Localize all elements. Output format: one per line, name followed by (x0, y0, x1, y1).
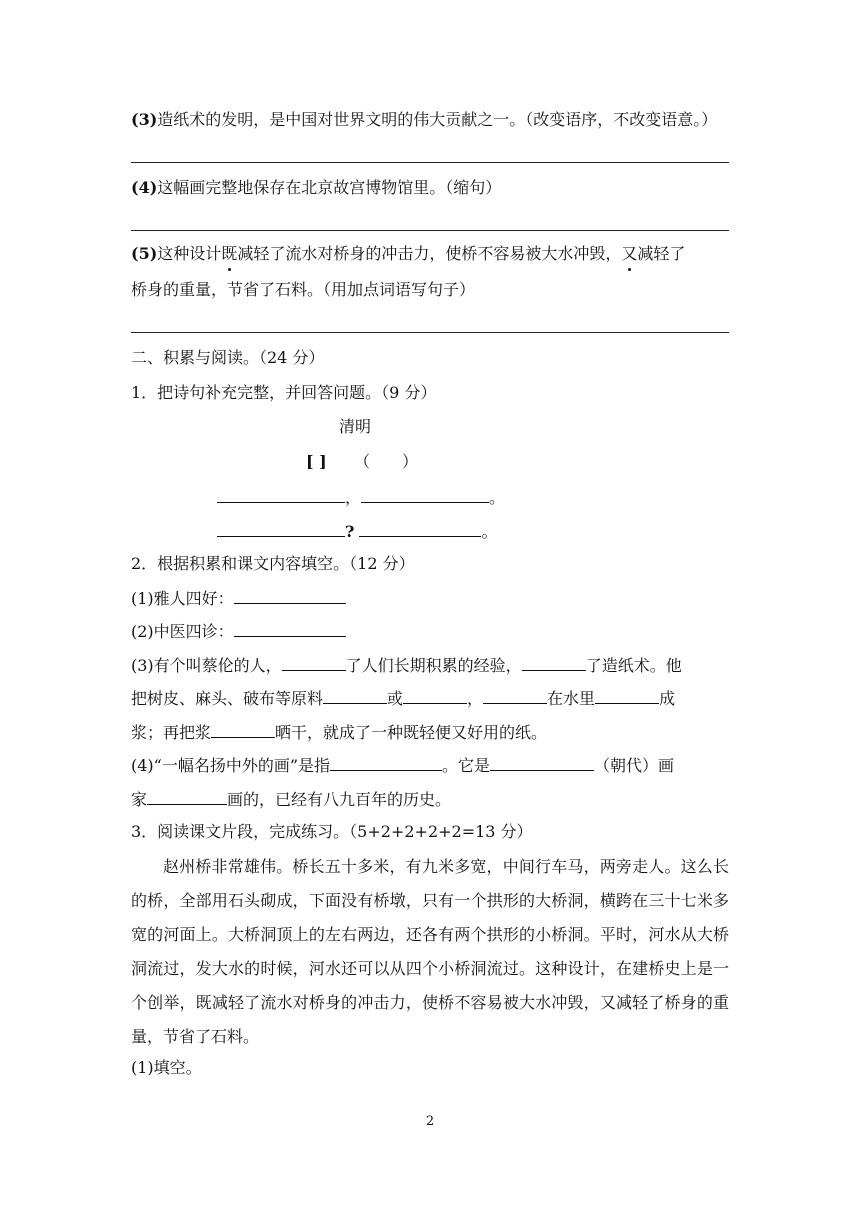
item-1-title: 1．把诗句补充完整，并回答问题。（9 分） (131, 383, 437, 402)
item-2-sub-1 (131, 587, 346, 610)
item-3-sub-1: (1)填空。 (131, 1058, 202, 1077)
blank-4-painting[interactable] (330, 754, 442, 771)
poem-question-mark: ? (345, 522, 355, 541)
poem-dynasty-bracket: [ ] (306, 452, 327, 471)
blank-3-3[interactable] (323, 687, 387, 704)
poem-line-2 (217, 520, 497, 543)
blank-four-diagnoses[interactable] (234, 620, 346, 637)
question-5-text-3: 减轻了 (637, 244, 686, 263)
item-2-sub-3-line-2 (131, 687, 675, 710)
blank-3-1[interactable] (282, 654, 346, 671)
item-2-sub-4-line-1 (131, 754, 674, 777)
question-5-text-2: 减轻了流水对桥身的冲击力，使桥不容易被大水冲毁， (237, 244, 622, 263)
sub-4-text-d: 家 (131, 790, 148, 809)
blank-3-7[interactable] (211, 721, 275, 738)
question-4-text: 这幅画完整地保存在北京故宫博物馆里。（缩句） (157, 178, 502, 197)
blank-3-4[interactable] (403, 687, 467, 704)
poem-comma: ， (345, 488, 362, 507)
item-2-title: 2．根据积累和课文内容填空。（12 分） (131, 554, 415, 573)
sub-3-text-c: 了造纸术。他 (585, 656, 682, 675)
sub-4-text-e: 画的，已经有八九百年的历史。 (227, 790, 452, 809)
poem-line-1 (217, 486, 505, 509)
item-3-title: 3．阅读课文片段，完成练习。（5+2+2+2+2=13 分） (131, 822, 533, 841)
blank-4-dynasty[interactable] (490, 754, 594, 771)
sub-3-text-e: 或 (387, 689, 404, 708)
sub-3-text-h: 成 (659, 689, 676, 708)
sub-4-text-b: 。它是 (442, 756, 491, 775)
sub-2-text: (2)中医四诊： (131, 622, 234, 641)
blank-3-5[interactable] (483, 687, 547, 704)
sub-1-text: (1)雅人四好： (131, 589, 234, 608)
sub-4-text-c: （朝代）画 (594, 756, 675, 775)
poem-author-paren: （ ） (354, 452, 419, 471)
poem-period-1: 。 (489, 488, 506, 507)
sub-3-text-i: 浆；再把浆 (131, 723, 212, 742)
question-5-text-1: 这种设计 (157, 244, 222, 263)
reading-passage: 赵州桥非常雄伟。桥长五十多米，有九米多宽，中间行车马，两旁走人。这么长的桥，全部用石头砌成，下面没有桥墩，只有一个拱形的大桥洞，横跨在三十七米多宽的河面上。大桥洞顶上的左右两边，还各有两个拱形的小桥洞。平时，河水从大桥洞流过，发大水的时候，河水还可以从四个小桥洞流过。这种设计，在建桥史上是一个创举，既减轻了流水对桥身的冲击力，使桥不容易被大水冲毁，又减轻了桥身的重量，节省了石料。 (131, 857, 729, 1046)
item-2-sub-2 (131, 620, 346, 643)
sub-3-text-f: ， (467, 689, 484, 708)
question-5-number: (5) (131, 244, 158, 263)
sub-3-text-g: 在水里 (547, 689, 596, 708)
item-2-sub-3-line-3 (131, 721, 547, 744)
question-5-line-2: 桥身的重量，节省了石料。（用加点词语写句子） (131, 280, 476, 299)
poem-blank-4[interactable] (359, 520, 481, 537)
answer-line-3[interactable] (131, 162, 729, 163)
question-3 (131, 109, 717, 131)
emphasis-dot-ji: 既 (221, 244, 238, 263)
answer-line-4[interactable] (131, 230, 729, 231)
question-3-number: (3) (131, 110, 158, 129)
section-2-title: 二、积累与阅读。（24 分） (131, 348, 325, 367)
answer-line-5[interactable] (131, 332, 729, 333)
page-number: 2 (425, 1114, 435, 1129)
blank-3-6[interactable] (595, 687, 659, 704)
emphasis-dot-you: 又 (621, 244, 638, 263)
blank-elegant-four[interactable] (234, 587, 346, 604)
sub-3-text-a: (3)有个叫蔡伦的人， (131, 656, 282, 675)
sub-4-text-a: (4)“一幅名扬中外的画”是指 (131, 756, 331, 775)
sub-3-text-b: 了人们长期积累的经验， (345, 656, 522, 675)
item-2-sub-4-line-2 (131, 788, 451, 811)
poem-title: 清明 (339, 417, 372, 436)
poem-blank-3[interactable] (217, 520, 345, 537)
sub-3-text-d: 把树皮、麻头、破布等原料 (131, 689, 324, 708)
question-3-text: 造纸术的发明，是中国对世界文明的伟大贡献之一。（改变语序，不改变语意。） (157, 110, 718, 129)
item-2-sub-3-line-1 (131, 654, 682, 677)
poem-period-2: 。 (481, 522, 498, 541)
poem-blank-1[interactable] (217, 486, 345, 503)
blank-4-painter[interactable] (147, 788, 227, 805)
question-4 (131, 177, 501, 199)
question-5-line-1 (131, 243, 685, 265)
question-4-number: (4) (131, 178, 158, 197)
poem-blank-2[interactable] (361, 486, 489, 503)
blank-3-2[interactable] (522, 654, 586, 671)
sub-3-text-j: 晒干，就成了一种既轻便又好用的纸。 (275, 723, 548, 742)
